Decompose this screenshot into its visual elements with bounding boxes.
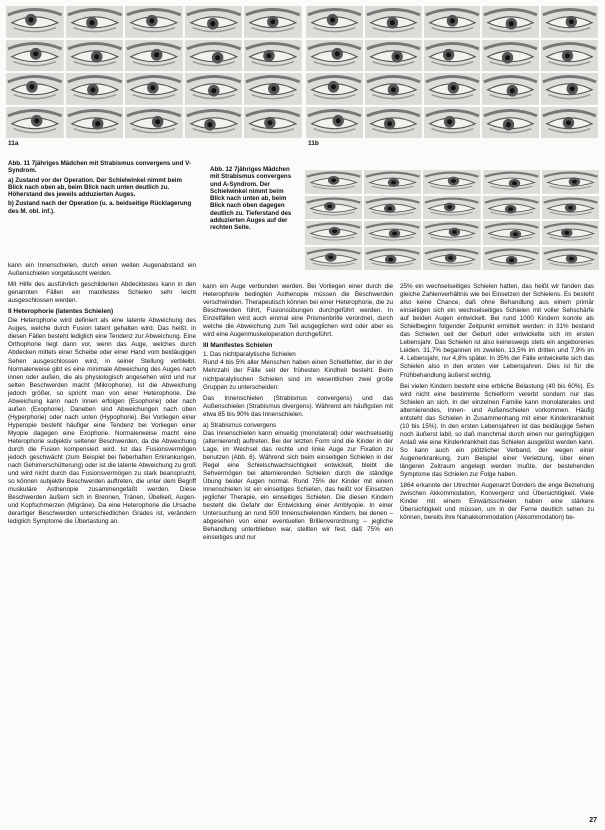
eye-photo [244,6,302,38]
eye-photo [125,6,183,38]
eye-photo [364,247,421,271]
eye-photo [185,73,243,105]
eye-photo [365,107,422,139]
col2-subheading-2: a) Strabismus convergens [203,421,277,429]
col2-para-1: kann ein Auge verbunden werden. Bei Vorliegen einer durch die Heterophorie bedingten Asthenopie müssen die Beschwerden verschwinden. Therapeutisch können bei einer Heterophorie, die zu Beschwerden führt, Fusionsübungen durchgeführt werden. In Einzelfällen wird auch einmal eine Prismenbrille verordnet, durch welche die Abweichung zum Teil ausgeglichen wird oder aber es wird eine Augenmuskeloperation durchgeführt. [203,283,393,339]
eye-photo [66,73,124,105]
eye-photo [125,107,183,139]
eye-photo [306,107,363,139]
col3-para-3: 1864 erkannte der Utrechter Augenarzt Donders die enge Beziehung zwischen Akkommodation, Konvergenz und Übersichtigkeit. Viele Kinder mit einem Einwärtsschielen haben eine stärkere Übersichtigkeit und müssen, um in der Ferne deutlich sehen zu können, bereits ihre Nahakkommodation (Akkommodation) be- [400,482,594,522]
eye-photo [483,221,540,245]
caption-11-part-a: a) Zustand vor der Operation. Der Schielwinkel nimmt beim Blick nach oben ab, beim Blick nach unten deutlich zu. Höherstand des jeweils adduzierten Auges. [8,176,182,199]
eye-photo [364,196,421,220]
eye-photo [66,6,124,38]
eye-photo [66,40,124,72]
eye-photo [6,40,64,72]
figure-11a-label: 11a [8,140,19,147]
eye-photo [6,73,64,105]
figure-11b-label: 11b [308,140,319,147]
col1-body: Die Heterophorie wird definiert als eine latente Abweichung des Auges, welche durch Fusion latent gehalten wird. Das heißt, in diesen Fällen besteht lediglich eine Tendenz zur Abweichung. Eine Orthophorie liegt dann vor, wenn das Auge, welches durch Abdecken mittels einer Scheibe oder einer Hand vom beidäugigen Sehen ausgeschlossen wird, in seiner Stellung verbleibt. Normalerweise gibt es eine minimale Abweichung des Auges nach innen oder außen, die als physiologisch angesehen wird und nur selten Beschwerden macht (Mikrophorie). Ist die Abweichung jedoch größer, so spricht man von einer Heterophorie. Die Abweichung kann nach innen erfolgen (Esophorie) oder nach außen (Exophorie). Daneben sind Abweichungen nach oben (Hyperphorie) oder nach unten (Hypophorie). Bei Vorliegen einer Hyperopie besteht häufiger eine Tendenz bei Vorliegen einer Myopie dagegen eine Exophorie. Normalerweise macht eine Heterophorie subjektiv seltener Beschwerden, da die Abweichung durch die Fusion kompensiert wird. Ist das Fusionsvermögen jedoch geschwächt (zum Beispiel bei fieberhaften Erkrankungen, nach Gehirnerschütterung) oder ist die latente Abweichung zu groß und wird nicht durch das Fusionsvermögen zu stark beansprucht, so können subjektiv Beschwerden auftreten, die unter dem Begriff muskuläre Asthenopie zusammengefaßt werden. Diese Beschwerden äußern sich in Brennen, Tränen, Übelkeit, Augen- und Kopfschmerzen (Migräne). Da eine Heterophorie die Ursache derartiger Beschwerden unterschiedlichen Grades ist, verändern lediglich Symptome die Überlastung an. [8,317,196,526]
eye-photo [185,6,243,38]
eye-photo [244,73,302,105]
eye-photo [541,40,598,72]
eye-photo [66,107,124,139]
figure-11-caption [8,160,192,217]
eye-photo [244,40,302,72]
eye-photo [423,170,480,194]
figure-12-photo-grid [305,170,599,270]
eye-photo [424,73,481,105]
col1-intro-2: Mit Hilfe des ausführlich geschilderten Abdecktestes kann in den genannten Fällen ein manifestes Schielen sehr leicht ausgeschlossen werden. [8,281,196,305]
eye-photo [541,107,598,139]
column-1 [8,262,196,530]
eye-photo [305,170,362,194]
eye-photo [542,170,599,194]
eye-photo [482,73,539,105]
caption-11-part-b: b) Zustand nach der Operation (u. a. beidseitige Rücklagerung des M. obl. inf.). [8,200,192,215]
eye-photo [365,73,422,105]
eye-photo [306,40,363,72]
eye-photo [424,6,481,38]
col3-para-1: 25% ein wechselseitiges Schielen hatten, das heißt wir fanden das gleiche Zahlenverhältnis wie bei Einsetzen der Schielens. Es besteht also keine Chance, daß ohne Behandlung aus einem primär einseitigen sich ein wechselseitiges Schielen mit voller Sehschärfe auf beiden Augen entwickelt. Bei rund 1000 Kindern konnte als Schielbeginn folgender Zeitpunkt ermittelt werden: in 31% bestand das Schielen seit der Geburt oder entwickelte sich im ersten Lebensjahr. Das Schielen ist also keineswegs stets ein angeborenes Leiden. 31,7% begannen im zweiten, 13,5% im dritten und 7,9% im 4. Lebensjahr, nur 4,8% später. In 35% der Fälle entwickelte sich das Schielen also in den ersten vier Lebensjahren. Dies ist für die Frühbehandlung äußerst wichtig. [400,283,594,379]
figure-12-caption: Abb. 12 7jähriges Mädchen mit Strabismus convergens und A-Syndrom. Der Schielwinkel nimmt beim Blick nach unten ab, beim Blick nach oben dagegen deutlich zu. Tieferstand des adduzierten Auges auf der rechten Seite. [210,166,292,232]
eye-photo [305,221,362,245]
col1-heading: II Heterophorie (latentes Schielen) [8,308,114,316]
eye-photo [6,6,64,38]
col2-para-4: Das Innenschielen kann einseitig (monolateral) oder wechselseitig (alternierend) auftreten. Bei der letzten Form sind die Kinder in der Lage, im Wechsel das rechte und linke Auge zur Fixation zu benutzen (Abb. 6). Während sich beim einseitigen Schielen in der Regel eine Schielschwachsichtigkeit entwickelt, bleibt die Sehvermögen bei alternierenden Schielen durch die ständige Übung beider Augen normal. Rund 75% der Kinder mit einem Innenschielen ist ein einseitiges Schielen, das heißt vor Einsetzen jeglicher Therapie, ein einseitiges Schielen. Die diesen Kindern besteht die Gefahr der Entwicklung einer Amblyopie. In einer Untersuchung an rund 500 Innenschielenden Kindern, bei denen – abgesehen von einer eventuellen Brillenverordnung – jegliche Behandlung unterblieben war, stellten wir fest, daß 75% ein einseitiges und nur [203,429,393,542]
eye-photo [482,107,539,139]
eye-photo [482,40,539,72]
eye-photo [365,6,422,38]
eye-photo [125,40,183,72]
eye-photo [542,221,599,245]
eye-photo [542,196,599,220]
eye-photo [364,221,421,245]
eye-photo [125,73,183,105]
col3-para-2: Bei vielen Kindern besteht eine erbliche Belastung (40 bis 60%). Es wird nicht eine bestimmte Schielform vererbt sondern nur das Schielen an sich. In der einzelnen Familie kann monolaterales und alternierendes, Innen- und Außenschielen vorkommen. Häufig entsteht das Schielen in Zusammenhang mit einer Kinderkrankheit (10 bis 15%). In den ersten Lebensjahren ist das beidäugige Sehen noch äußerst labil, so daß manchmal durch einen nur geringfügigen Anlaß wie eine Kinderkrankheit das Schielen ausgelöst werden kann. So kann auch ein plötzlicher Verband, der wegen einer Augenerkrankung, zum Beispiel einer Verletzung, über einen längeren Zeitraum angelegt werden mußte, der bestehenden Symptome das Schielen zur Folge haben. [400,382,594,479]
col2-subheading-1: 1. Das nichtparalytische Schielen [203,351,296,359]
column-2 [203,283,393,545]
eye-photo [483,170,540,194]
eye-photo [306,73,363,105]
col2-heading: III Manifestes Schielen [203,342,273,350]
eye-photo [483,196,540,220]
eye-photo [423,196,480,220]
eye-photo [542,247,599,271]
figure-11b-photo-grid [306,6,598,138]
eye-photo [482,6,539,38]
eye-photo [305,247,362,271]
eye-photo [483,247,540,271]
eye-photo [365,40,422,72]
eye-photo [424,107,481,139]
column-3 [400,283,594,525]
eye-photo [305,196,362,220]
eye-photo [185,107,243,139]
col1-intro-1: kann ein Innenschielen, durch einen weiten Augenabstand ein Außenschielen vorgetäuscht werden. [8,262,196,278]
eye-photo [423,247,480,271]
eye-photo [185,40,243,72]
col2-para-3: Das Innenschielen (Strabismus convergens) und das Außenschielen (Strabismus divergens). Während am häufigsten mit etwa 85 bis 90% das Innenschielen. [203,394,393,418]
figure-11a-photo-grid [6,6,302,138]
eye-photo [6,107,64,139]
eye-photo [541,73,598,105]
eye-photo [541,6,598,38]
eye-photo [364,170,421,194]
eye-photo [424,40,481,72]
caption-11-title: Abb. 11 7jähriges Mädchen mit Strabismus convergens und V-Syndrom. [8,160,191,175]
eye-photo [423,221,480,245]
page-number: 27 [589,817,597,824]
eye-photo [244,107,302,139]
col2-para-2: Rund 4 bis 5% aller Menschen haben einen Schielfehler, der in der Mehrzahl der Fälle seit der frühesten Kindheit besteht. Beim nichtparalytischen Schielen sind im wesentlichen zwei große Gruppen zu unterscheiden: [203,359,393,391]
eye-photo [306,6,363,38]
